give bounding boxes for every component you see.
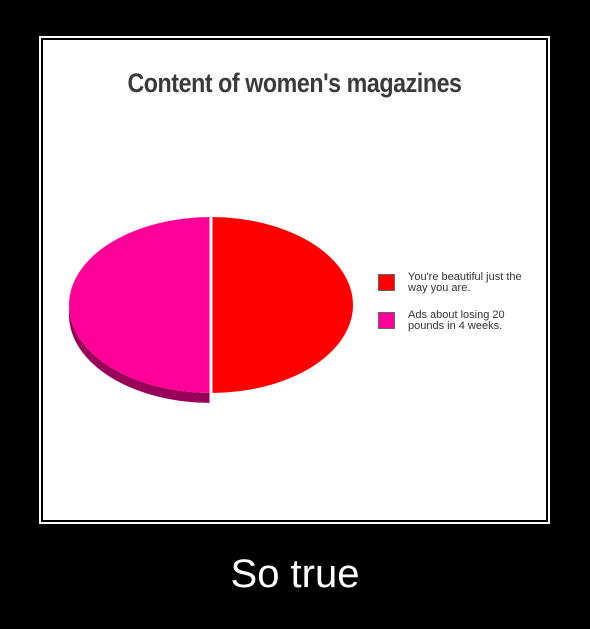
poster-frame [39, 36, 550, 524]
legend-item [378, 272, 528, 310]
caption: So true [230, 552, 360, 596]
legend-item [378, 310, 528, 348]
chart-legend [378, 272, 528, 348]
chart-title: Content of women's magazines [127, 68, 462, 98]
pie-slice [211, 217, 353, 393]
pie-slice [69, 217, 211, 393]
legend-label: You're beautiful just the way you are. [408, 271, 522, 294]
legend-swatch [378, 312, 395, 329]
chart-panel [43, 40, 546, 520]
legend-swatch [378, 274, 395, 291]
legend-label: Ads about losing 20 pounds in 4 weeks. [408, 309, 505, 332]
